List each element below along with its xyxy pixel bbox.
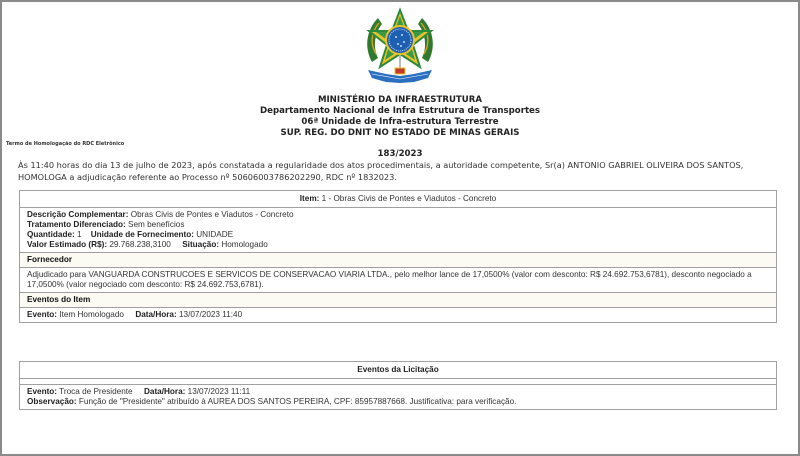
item-details <box>20 207 776 252</box>
item-box <box>19 190 777 323</box>
licitacao-header <box>20 362 776 378</box>
evento-label: Evento: <box>27 310 58 319</box>
valor-value: 29.768.238,3100 <box>109 240 171 249</box>
unidade-value: UNIDADE <box>196 230 234 239</box>
datahora-label: Data/Hora: <box>135 310 177 319</box>
situacao-label: Situação: <box>182 240 220 249</box>
quantidade-label: Quantidade: <box>27 230 75 239</box>
lic-observacao-value: Função de "Presidente" atribuído à AUREA DOS SANTOS PEREIRA, CPF: 85957887668. Justificativa: para verificação. <box>78 397 517 406</box>
fornecedor-header: Fornecedor <box>20 252 776 267</box>
situacao-value: Homologado <box>221 240 268 249</box>
document-header <box>0 95 800 160</box>
unit-name: 06ª Unidade de Infra-estrutura Terrestre <box>301 117 499 127</box>
lic-observacao-label: Observação: <box>27 397 77 406</box>
item-title-row <box>20 191 776 207</box>
intro-paragraph: Às 11:40 horas do dia 13 de julho de 2023, após constatada a regularidade dos atos procedimentais, a autoridade competente, Sr(a) ANTONIO GABRIEL OLIVEIRA DOS SANTOS, HOMOLOGA a adjudicação referente ao Processo nº 50606003786202290, RDC nº 1832023. <box>18 160 744 182</box>
superintendence-name: SUP. REG. DO DNIT NO ESTADO DE MINAS GERAIS <box>280 128 520 138</box>
tratamento-label: Tratamento Diferenciado: <box>27 220 126 229</box>
evento-item-row <box>20 307 776 322</box>
valor-label: Valor Estimado (R$): <box>27 240 108 249</box>
tratamento-value: Sem benefícios <box>128 220 185 229</box>
licitacao-event-row <box>20 384 776 409</box>
lic-datahora-label: Data/Hora: <box>143 387 186 396</box>
descricao-value: Obras Civis de Pontes e Viadutos - Concreto <box>130 210 294 219</box>
coat-of-arms-emblem-icon <box>358 4 442 88</box>
item-title: 1 - Obras Civis de Pontes e Viadutos - Concreto <box>321 194 497 203</box>
lic-evento-label: Evento: <box>27 387 58 396</box>
term-title: Termo de Homologação do RDC Eletrônico <box>6 141 125 147</box>
descricao-label: Descrição Complementar: <box>27 210 129 219</box>
item-label: Item: <box>299 194 320 203</box>
department-name: Departamento Nacional de Infra Estrutura de Transportes <box>259 106 541 116</box>
window-border-top <box>0 0 800 2</box>
licitacao-header-text: Eventos da Licitação <box>357 365 439 374</box>
evento-value: Item Homologado <box>59 310 124 319</box>
fornecedor-text: Adjudicado para VANGUARDA CONSTRUCOES E SERVICOS DE CONSERVACAO VIARIA LTDA., pelo melhor lance de 17,0500% (valor com desconto: R$ 24.692.753,6781), desconto negociado a 17,0500% (valor negociado com desconto: R$ 24.692.753,6781). <box>20 267 776 292</box>
ministry-name: MINISTÉRIO DA INFRAESTRUTURA <box>317 95 483 105</box>
datahora-value: 13/07/2023 11:40 <box>179 310 243 319</box>
window-border-left <box>0 0 2 456</box>
licitacao-events-box <box>19 361 777 410</box>
eventos-item-header: Eventos do Item <box>20 292 776 307</box>
lic-evento-value: Troca de Presidente <box>59 387 133 396</box>
quantidade-value: 1 <box>77 230 82 239</box>
lic-datahora-value: 13/07/2023 11:11 <box>187 387 251 396</box>
document-number: 183/2023 <box>377 149 423 159</box>
unidade-label: Unidade de Fornecimento: <box>90 230 194 239</box>
